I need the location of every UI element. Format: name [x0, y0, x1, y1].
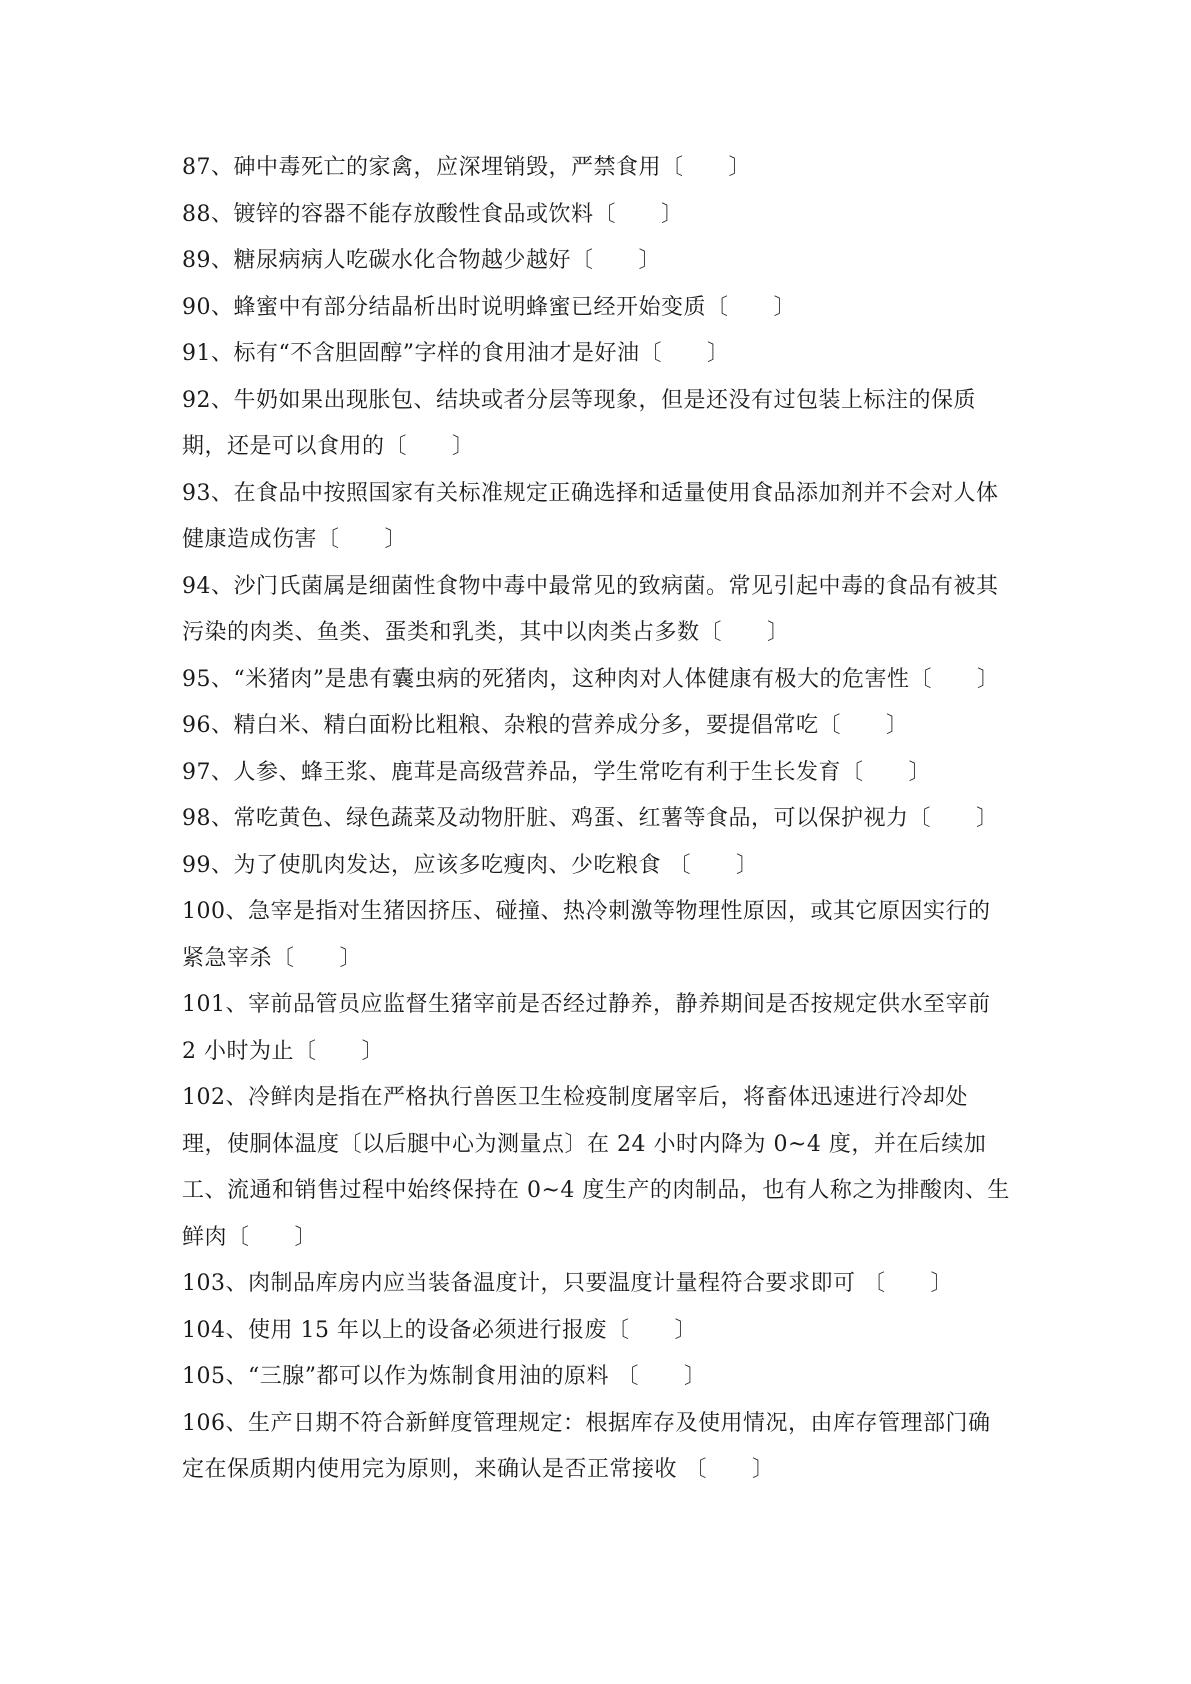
question-89: 89、糖尿病病人吃碳水化合物越少越好〔 〕	[182, 248, 661, 273]
question-103: 103、肉制品库房内应当装备温度计，只要温度计量程符合要求即可 〔 〕	[182, 1271, 953, 1296]
question-87: 87、砷中毒死亡的家禽，应深埋销毁，严禁食用〔 〕	[182, 155, 751, 180]
question-90: 90、蜂蜜中有部分结晶析出时说明蜂蜜已经开始变质〔 〕	[182, 294, 796, 320]
question-101: 101、宰前品管员应监督生猪宰前是否经过静养，静养期间是否按规定供水至宰前 2 小时为止〔 〕	[182, 992, 991, 1064]
question-102: 102、冷鲜肉是指在严格执行兽医卫生检疫制度屠宰后，将畜体迅速进行冷却处理，使胴体温度〔以后腿中心为测量点〕在 24 小时内降为 0~4 度，并在后续加工、流通和销售过程中始终保持在 0~4 度生产的肉制品，也有人称之为排酸肉、生鲜肉〔 〕	[182, 1085, 1010, 1250]
question-104: 104、使用 15 年以上的设备必须进行报废〔 〕	[182, 1317, 697, 1343]
question-100: 100、急宰是指对生猪因挤压、碰撞、热冷刺激等物理性原因，或其它原因实行的紧急宰杀〔 〕	[182, 899, 991, 971]
question-99: 99、为了使肌肉发达，应该多吃瘦肉、少吃粮食 〔 〕	[182, 852, 759, 878]
question-105: 105、“三腺”都可以作为炼制食用油的原料 〔 〕	[182, 1364, 707, 1389]
question-106: 106、生产日期不符合新鲜度管理规定：根据库存及使用情况，由库存管理部门确定在保质期内使用完为原则，来确认是否正常接收 〔 〕	[182, 1410, 991, 1482]
question-91: 91、标有“不含胆固醇”字样的食用油才是好油〔 〕	[182, 341, 730, 366]
question-96: 96、精白米、精白面粉比粗粮、杂粮的营养成分多，要提倡常吃〔 〕	[182, 713, 909, 738]
question-97: 97、人参、蜂王浆、鹿茸是高级营养品，学生常吃有利于生长发育〔 〕	[182, 759, 931, 785]
question-98: 98、常吃黄色、绿色蔬菜及动物肝脏、鸡蛋、红薯等食品，可以保护视力〔 〕	[182, 806, 999, 831]
question-92: 92、牛奶如果出现胀包、结块或者分层等现象，但是还没有过包装上标注的保质期，还是可以食用的〔 〕	[182, 387, 976, 459]
question-93: 93、在食品中按照国家有关标准规定正确选择和适量使用食品添加剂并不会对人体健康造成伤害〔 〕	[182, 480, 999, 552]
question-95: 95、“米猪肉”是患有囊虫病的死猪肉，这种肉对人体健康有极大的危害性〔 〕	[182, 666, 1000, 692]
question-88: 88、镀锌的容器不能存放酸性食品或饮料〔 〕	[182, 201, 684, 227]
question-94: 94、沙门氏菌属是细菌性食物中毒中最常见的致病菌。常见引起中毒的食品有被其污染的肉类、鱼类、蛋类和乳类，其中以肉类占多数〔 〕	[182, 573, 999, 645]
